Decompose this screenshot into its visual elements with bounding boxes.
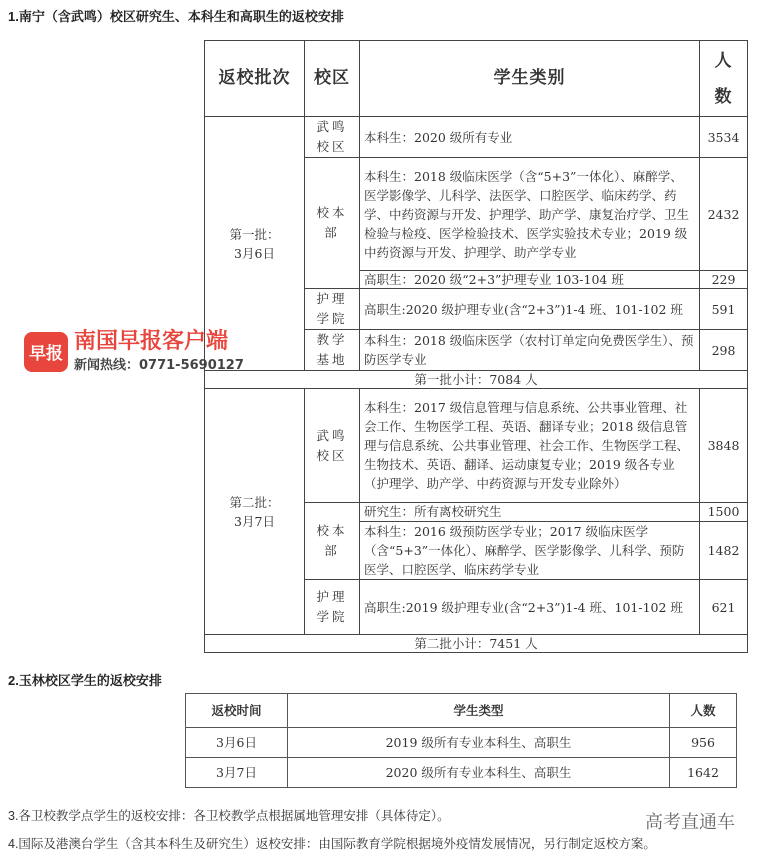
nanning-schedule-table: [204, 40, 748, 653]
batch2-label: 第二批： 3月7日: [205, 389, 305, 635]
watermark-hotline: 新闻热线：0771-5690127: [74, 358, 244, 373]
subtotal-row: [205, 635, 748, 653]
header-batch: 返校批次: [205, 41, 305, 117]
table-row: [205, 117, 748, 158]
section1-title: 1.南宁（含武鸣）校区研究生、本科生和高职生的返校安排: [8, 9, 344, 24]
header-type: 学生类型: [288, 694, 670, 728]
count-cell: 298: [700, 330, 748, 371]
category-cell: 高职生:2019 级护理专业(含“2+3”)1-4 班、101-102 班: [360, 580, 700, 635]
count-cell: 956: [670, 728, 737, 758]
count-cell: 2432: [700, 158, 748, 271]
table-header-row: [205, 41, 748, 117]
category-cell: 本科生：2018 级临床医学（含“5+3”一体化）、麻醉学、医学影像学、儿科学、法医学、口腔医学、临床药学、药学、中药资源与开发、护理学、助产学、康复治疗学、卫生检验与检疫、医学检验技术、医学实验技术专业；2019 级中药资源与开发、护理学、助产学专业: [360, 158, 700, 271]
count-cell: 621: [700, 580, 748, 635]
paragraph-3: 3.各卫校教学点学生的返校安排：各卫校教学点根据属地管理安排（具体待定）。: [8, 809, 450, 823]
batch1-subtotal: 第一批小计：7084 人: [205, 371, 748, 389]
count-cell: 1482: [700, 522, 748, 580]
campus-cell: 武鸣校区: [305, 389, 360, 503]
section2-title: 2.玉林校区学生的返校安排: [8, 673, 162, 688]
campus-cell: 教学基地: [305, 330, 360, 371]
header-date: 返校时间: [186, 694, 288, 728]
category-cell: 研究生：所有离校研究生: [360, 503, 700, 522]
type-cell: 2019 级所有专业本科生、高职生: [288, 728, 670, 758]
table-row: [186, 758, 737, 788]
category-cell: 高职生：2020 级“2+3”护理专业 103-104 班: [360, 271, 700, 289]
table-header-row: [186, 694, 737, 728]
table-row: [205, 389, 748, 503]
category-cell: 高职生:2020 级护理专业(含“2+3”)1-4 班、101-102 班: [360, 289, 700, 330]
header-category: 学生类别: [360, 41, 700, 117]
count-cell: 229: [700, 271, 748, 289]
category-cell: 本科生：2020 级所有专业: [360, 117, 700, 158]
header-campus: 校区: [305, 41, 360, 117]
count-cell: 1642: [670, 758, 737, 788]
category-cell: 本科生：2016 级预防医学专业；2017 级临床医学（含“5+3”一体化）、麻醉学、医学影像学、儿科学、预防医学、口腔医学、临床药学专业: [360, 522, 700, 580]
campus-cell: 校本部: [305, 158, 360, 289]
category-cell: 本科生：2017 级信息管理与信息系统、公共事业管理、社会工作、生物医学工程、英语、翻译专业；2018 级信息管理与信息系统、公共事业管理、社会工作、生物医学工程、生物技术、英语、翻译、运动康复专业；2019 级各专业（护理学、助产学、中药资源与开发专业除外）: [360, 389, 700, 503]
newspaper-logo: 早报: [24, 332, 68, 372]
batch2-subtotal: 第二批小计：7451 人: [205, 635, 748, 653]
header-count: 人数: [700, 41, 748, 117]
count-cell: 3848: [700, 389, 748, 503]
count-cell: 1500: [700, 503, 748, 522]
date-cell: 3月6日: [186, 728, 288, 758]
yulin-schedule-table: [185, 693, 737, 788]
header-count: 人数: [670, 694, 737, 728]
batch1-label: 第一批： 3月6日: [205, 117, 305, 371]
brand-watermark: 高考直通车: [645, 812, 735, 833]
date-cell: 3月7日: [186, 758, 288, 788]
count-cell: 3534: [700, 117, 748, 158]
paragraph-4: 4.国际及港澳台学生（含其本科生及研究生）返校安排：由国际教育学院根据境外疫情发展情况，另行制定返校方案。: [8, 837, 656, 851]
campus-cell: 护理学院: [305, 580, 360, 635]
watermark-name: 南国早报客户端: [74, 329, 229, 354]
table-row: [186, 728, 737, 758]
campus-cell: 校本部: [305, 503, 360, 580]
category-cell: 本科生：2018 级临床医学（农村订单定向免费医学生）、预防医学专业: [360, 330, 700, 371]
campus-cell: 护理学院: [305, 289, 360, 330]
subtotal-row: [205, 371, 748, 389]
count-cell: 591: [700, 289, 748, 330]
type-cell: 2020 级所有专业本科生、高职生: [288, 758, 670, 788]
watermark: [24, 330, 244, 373]
campus-cell: 武鸣校区: [305, 117, 360, 158]
